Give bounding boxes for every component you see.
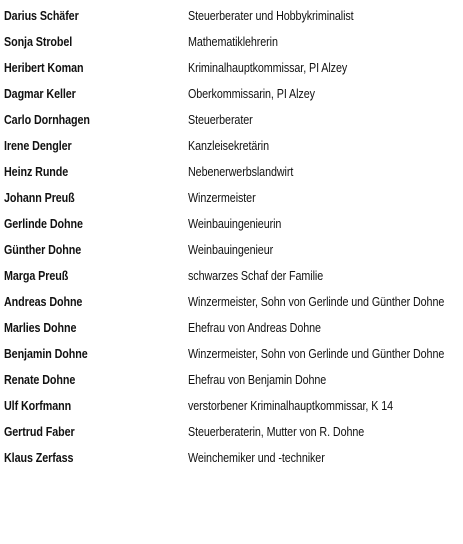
character-name: Klaus Zerfass — [4, 451, 74, 465]
list-item — [4, 367, 459, 393]
character-name: Renate Dohne — [4, 373, 76, 387]
character-role: Steuerberaterin, Mutter von R. Dohne — [188, 425, 365, 439]
list-item — [4, 211, 459, 237]
character-role: Nebenerwerbslandwirt — [188, 165, 294, 179]
list-item — [4, 237, 459, 263]
character-name: Johann Preuß — [4, 191, 75, 205]
character-role: verstorbener Kriminalhauptkommissar, K 14 — [188, 399, 394, 413]
character-name: Heinz Runde — [4, 165, 69, 179]
character-role: Kanzleisekretärin — [188, 139, 270, 153]
character-role: Winzermeister, Sohn von Gerlinde und Günther Dohne — [188, 347, 445, 361]
list-item — [4, 341, 459, 367]
character-name: Gertrud Faber — [4, 425, 75, 439]
character-role: Steuerberater und Hobbykriminalist — [188, 9, 354, 23]
list-item — [4, 107, 459, 133]
character-list — [4, 3, 459, 471]
character-role: Mathematiklehrerin — [188, 35, 278, 49]
character-name: Sonja Strobel — [4, 35, 73, 49]
character-name: Carlo Dornhagen — [4, 113, 90, 127]
character-name: Dagmar Keller — [4, 87, 76, 101]
character-role: Winzermeister, Sohn von Gerlinde und Günther Dohne — [188, 295, 445, 309]
character-name: Heribert Koman — [4, 61, 84, 75]
list-item — [4, 81, 459, 107]
character-name: Marga Preuß — [4, 269, 69, 283]
character-name: Ulf Korfmann — [4, 399, 72, 413]
character-role: Kriminalhauptkommissar, PI Alzey — [188, 61, 348, 75]
list-item — [4, 3, 459, 29]
list-item — [4, 289, 459, 315]
character-role: Oberkommissarin, PI Alzey — [188, 87, 315, 101]
list-item — [4, 263, 459, 289]
character-name: Irene Dengler — [4, 139, 72, 153]
list-item — [4, 55, 459, 81]
character-role: Winzermeister — [188, 191, 256, 205]
character-role: schwarzes Schaf der Familie — [188, 269, 324, 283]
list-item — [4, 315, 459, 341]
character-name: Andreas Dohne — [4, 295, 83, 309]
character-name: Marlies Dohne — [4, 321, 77, 335]
character-name: Darius Schäfer — [4, 9, 79, 23]
character-role: Ehefrau von Benjamin Dohne — [188, 373, 327, 387]
character-role: Weinchemiker und -techniker — [188, 451, 325, 465]
character-name: Gerlinde Dohne — [4, 217, 83, 231]
character-name: Günther Dohne — [4, 243, 82, 257]
list-item — [4, 393, 459, 419]
character-role: Steuerberater — [188, 113, 253, 127]
list-item — [4, 159, 459, 185]
list-item — [4, 29, 459, 55]
character-name: Benjamin Dohne — [4, 347, 88, 361]
list-item — [4, 185, 459, 211]
list-item — [4, 445, 459, 471]
list-item — [4, 133, 459, 159]
character-role: Ehefrau von Andreas Dohne — [188, 321, 321, 335]
list-item — [4, 419, 459, 445]
character-role: Weinbauingenieurin — [188, 217, 282, 231]
character-role: Weinbauingenieur — [188, 243, 274, 257]
